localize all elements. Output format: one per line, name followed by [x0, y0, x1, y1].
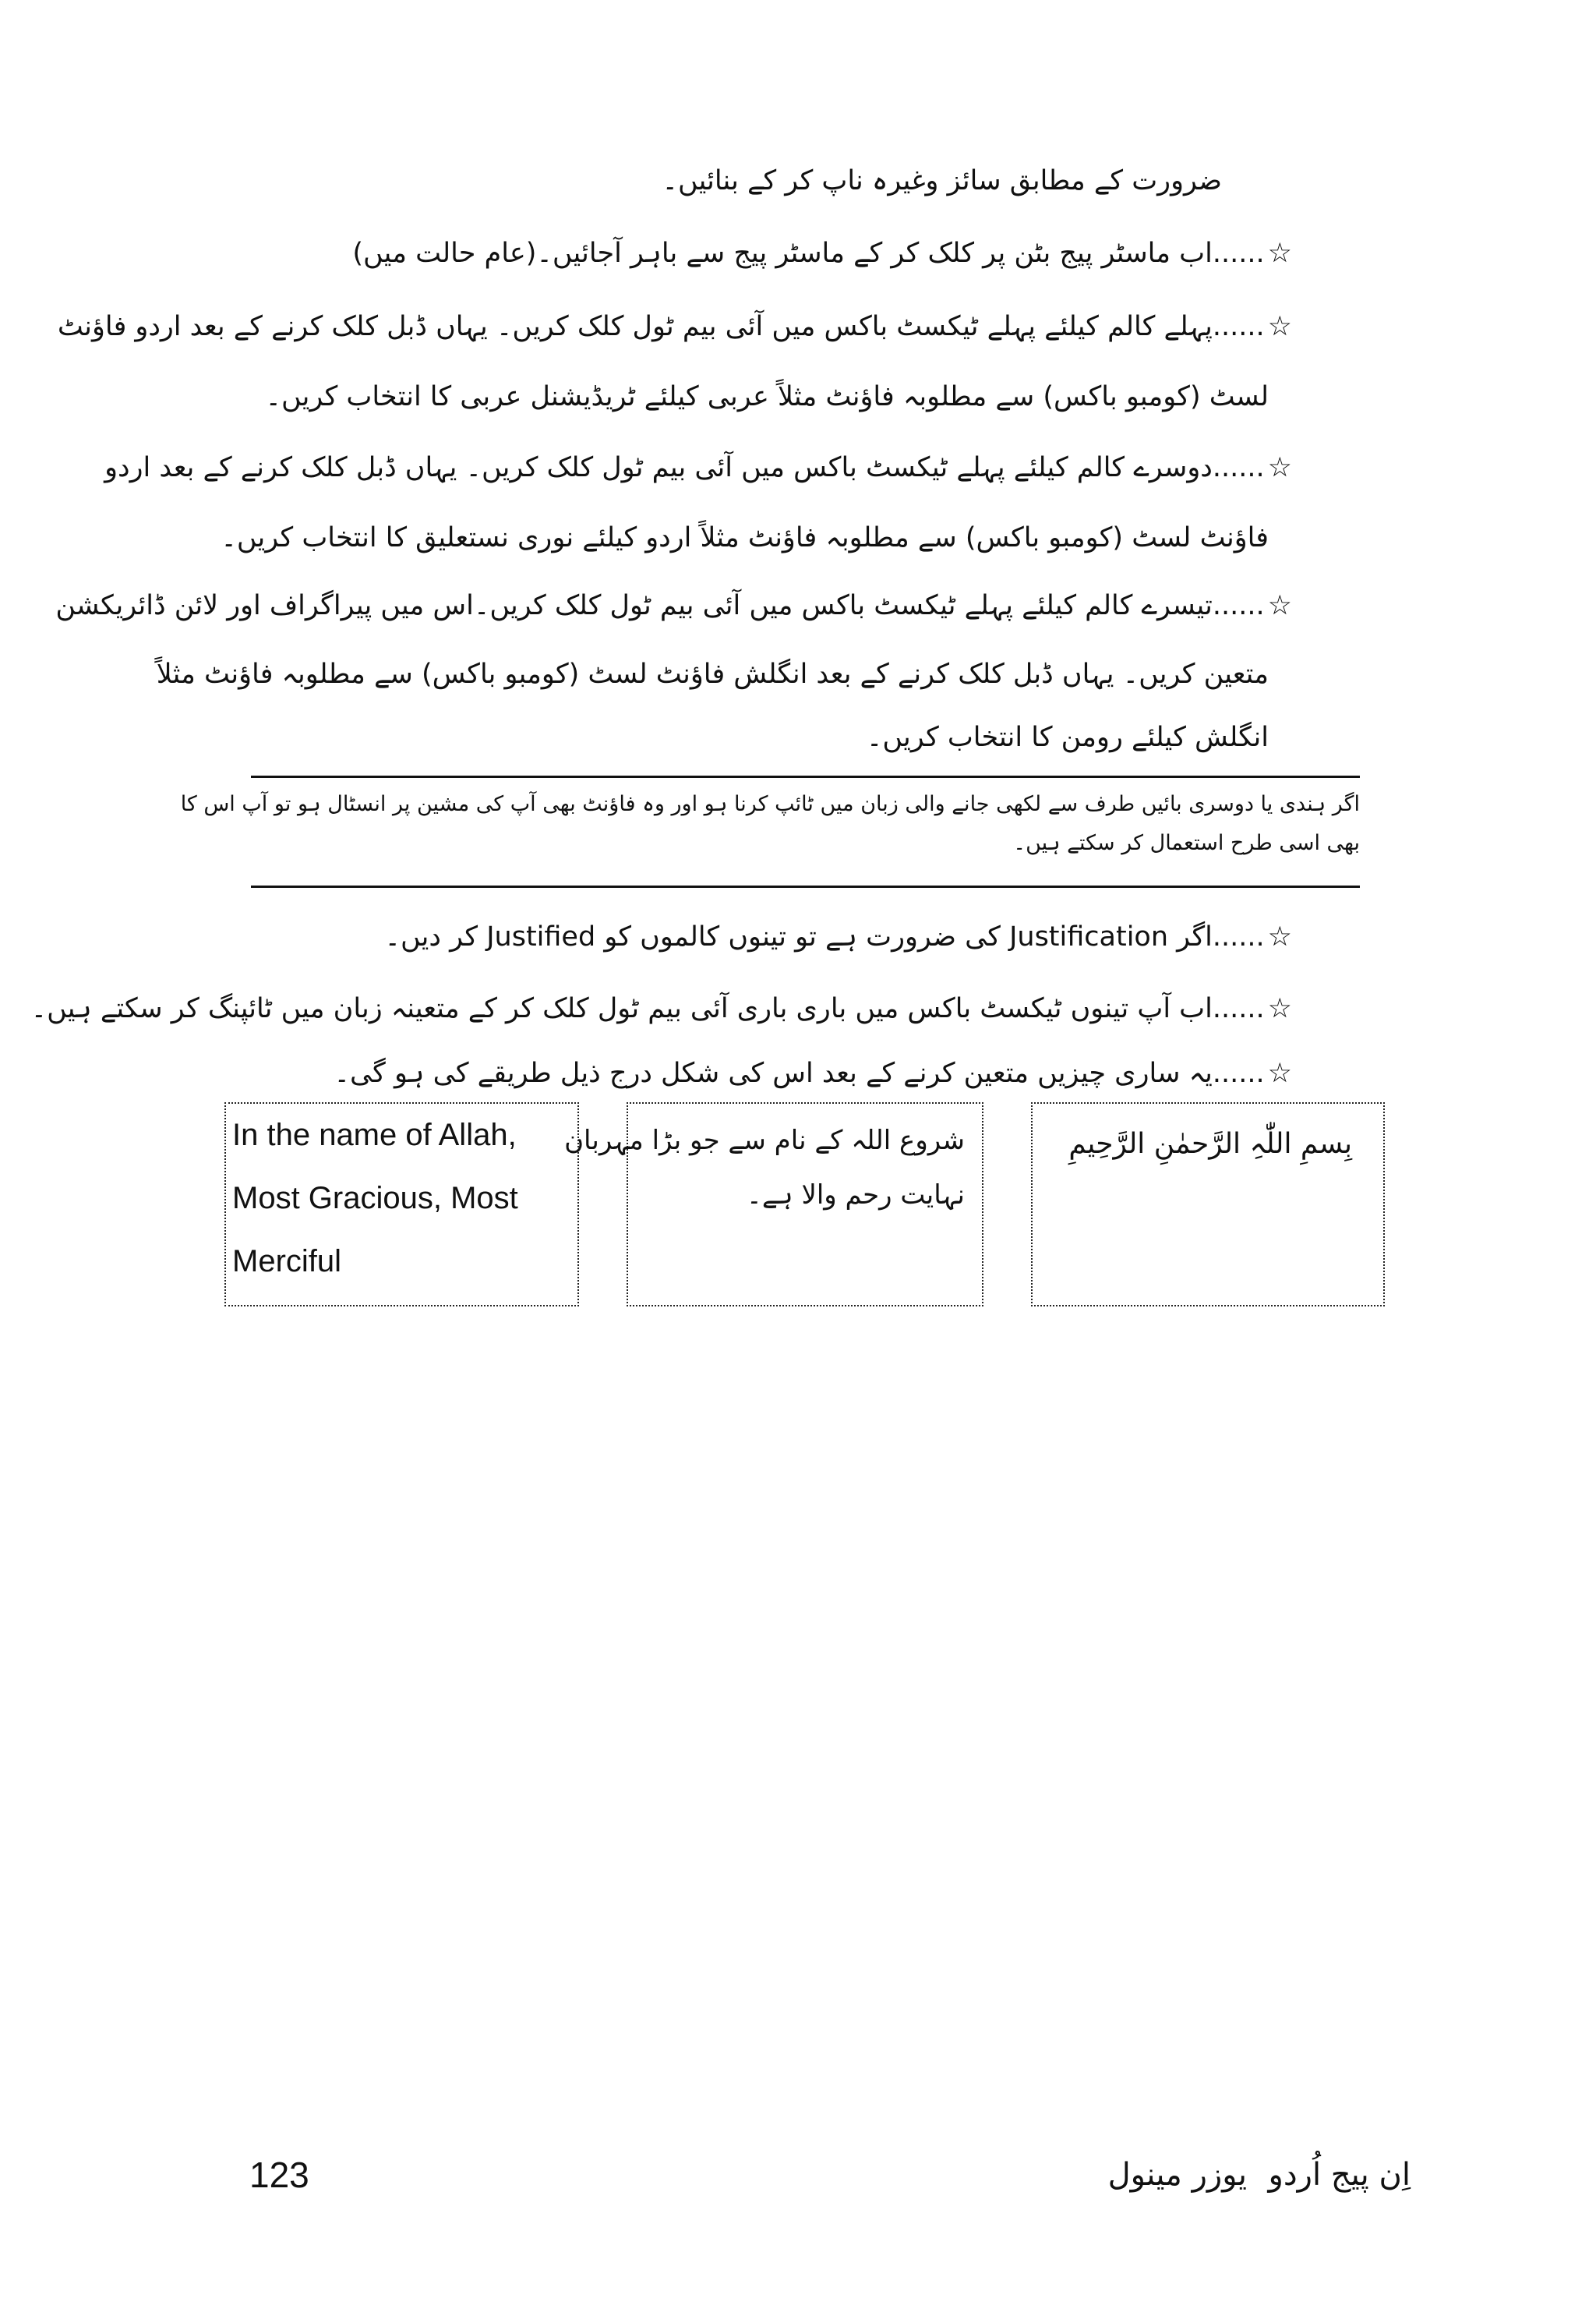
text-line: انگلش کیلئے رومن کا انتخاب کریں۔	[866, 722, 1269, 753]
arabic-text-box	[1031, 1102, 1385, 1306]
bullet-paragraph	[104, 451, 1292, 485]
note-bottom-rule	[251, 886, 1360, 888]
star-bullet-icon: ☆	[1267, 921, 1292, 953]
text-line: فاؤنٹ لسٹ (کومبو باکس) سے مطلوبہ فاؤنٹ مثلاً اردو کیلئے نوری نستعلیق کا انتخاب کریں۔	[221, 522, 1269, 553]
text-line: بھی اسی طرح استعمال کر سکتے ہیں۔	[1013, 831, 1360, 855]
star-bullet-icon: ☆	[1267, 993, 1292, 1024]
bullet-paragraph	[30, 992, 1292, 1026]
star-bullet-icon: ☆	[1267, 590, 1292, 621]
text-line: ......یہ ساری چیزیں متعین کرنے کے بعد اس کی شکل درج ذیل طریقے کی ہو گی۔	[334, 1058, 1265, 1089]
note-line	[251, 825, 1360, 862]
text-line: ......اگر Justification کی ضرورت ہے تو تینوں کالموں کو Justified کر دیں۔	[384, 921, 1265, 953]
paragraph-line	[200, 521, 1269, 555]
star-bullet-icon: ☆	[1267, 311, 1292, 342]
text-line: شروع اللہ کے نام سے جو بڑا مہربان	[564, 1125, 965, 1156]
text-line: ......پہلے کالم کیلئے پہلے ٹیکسٹ باکس میں آئی بیم ٹول کلک کریں۔ یہاں ڈبل کلک کرنے کے بعد اردو فاؤنٹ	[57, 311, 1265, 342]
text-line: متعین کریں۔ یہاں ڈبل کلک کرنے کے بعد انگلش فاؤنٹ لسٹ (کومبو باکس) سے مطلوبہ فاؤنٹ مثلاً	[156, 659, 1269, 690]
text-line: اگر ہندی یا دوسری بائیں طرف سے لکھی جانے والی زبان میں ٹائپ کرنا ہو اور وہ فاؤنٹ بھی آپ کی مشین پر انسٹال ہو تو آپ اس کا	[180, 792, 1360, 816]
bullet-paragraph	[55, 589, 1292, 623]
text-line: Merciful	[232, 1244, 342, 1278]
star-bullet-icon: ☆	[1267, 452, 1292, 483]
text-line: ضرورت کے مطابق سائز وغیرہ ناپ کر کے بنائیں۔	[662, 165, 1222, 196]
paragraph-line	[156, 657, 1269, 691]
text-line: ......دوسرے کالم کیلئے پہلے ٹیکسٹ باکس میں آئی بیم ٹول کلک کریں۔ یہاں ڈبل کلک کرنے کے بعد اردو	[104, 452, 1265, 483]
text-line: لسٹ (کومبو باکس) سے مطلوبہ فاؤنٹ مثلاً عربی کیلئے ٹریڈیشنل عربی کا انتخاب کریں۔	[265, 381, 1269, 412]
english-text-box	[224, 1102, 579, 1306]
bullet-paragraph	[57, 309, 1292, 344]
text-line: ......اب ماسٹر پیج بٹن پر کلک کر کے ماسٹر پیج سے باہر آجائیں۔(عام حالت میں)	[352, 238, 1265, 269]
note-line	[180, 786, 1360, 823]
paragraph-line	[200, 720, 1269, 755]
page-number: 123	[249, 2155, 309, 2195]
note-top-rule	[251, 776, 1360, 778]
footer-title-left: یوزر مینول	[1107, 2157, 1247, 2193]
bullet-paragraph	[200, 236, 1292, 270]
text-line: In the name of Allah,	[232, 1118, 517, 1152]
paragraph-line	[200, 380, 1269, 414]
text-line: ......تیسرے کالم کیلئے پہلے ٹیکسٹ باکس میں آئی بیم ٹول کلک کریں۔اس میں پیراگراف اور لائن ڈائریکشن	[55, 590, 1265, 621]
paragraph-line	[200, 164, 1222, 198]
star-bullet-icon: ☆	[1267, 1058, 1292, 1089]
urdu-text-box	[564, 1102, 983, 1306]
star-bullet-icon: ☆	[1267, 238, 1292, 269]
text-line: Most Gracious, Most	[232, 1181, 518, 1215]
text-line: ......اب آپ تینوں ٹیکسٹ باکس میں باری باری آئی بیم ٹول کلک کر کے متعینہ زبان میں ٹائپنگ کر سکتے ہیں۔	[30, 993, 1265, 1024]
footer-title-right: اِن پیج اُردو	[1268, 2157, 1411, 2193]
bullet-paragraph	[200, 920, 1292, 954]
text-line: نہایت رحم والا ہے۔	[746, 1179, 965, 1211]
text-line: بِسمِ اللّٰہِ الرَّحمٰنِ الرَّحِیمِ	[1068, 1128, 1352, 1160]
bullet-paragraph	[200, 1056, 1292, 1091]
